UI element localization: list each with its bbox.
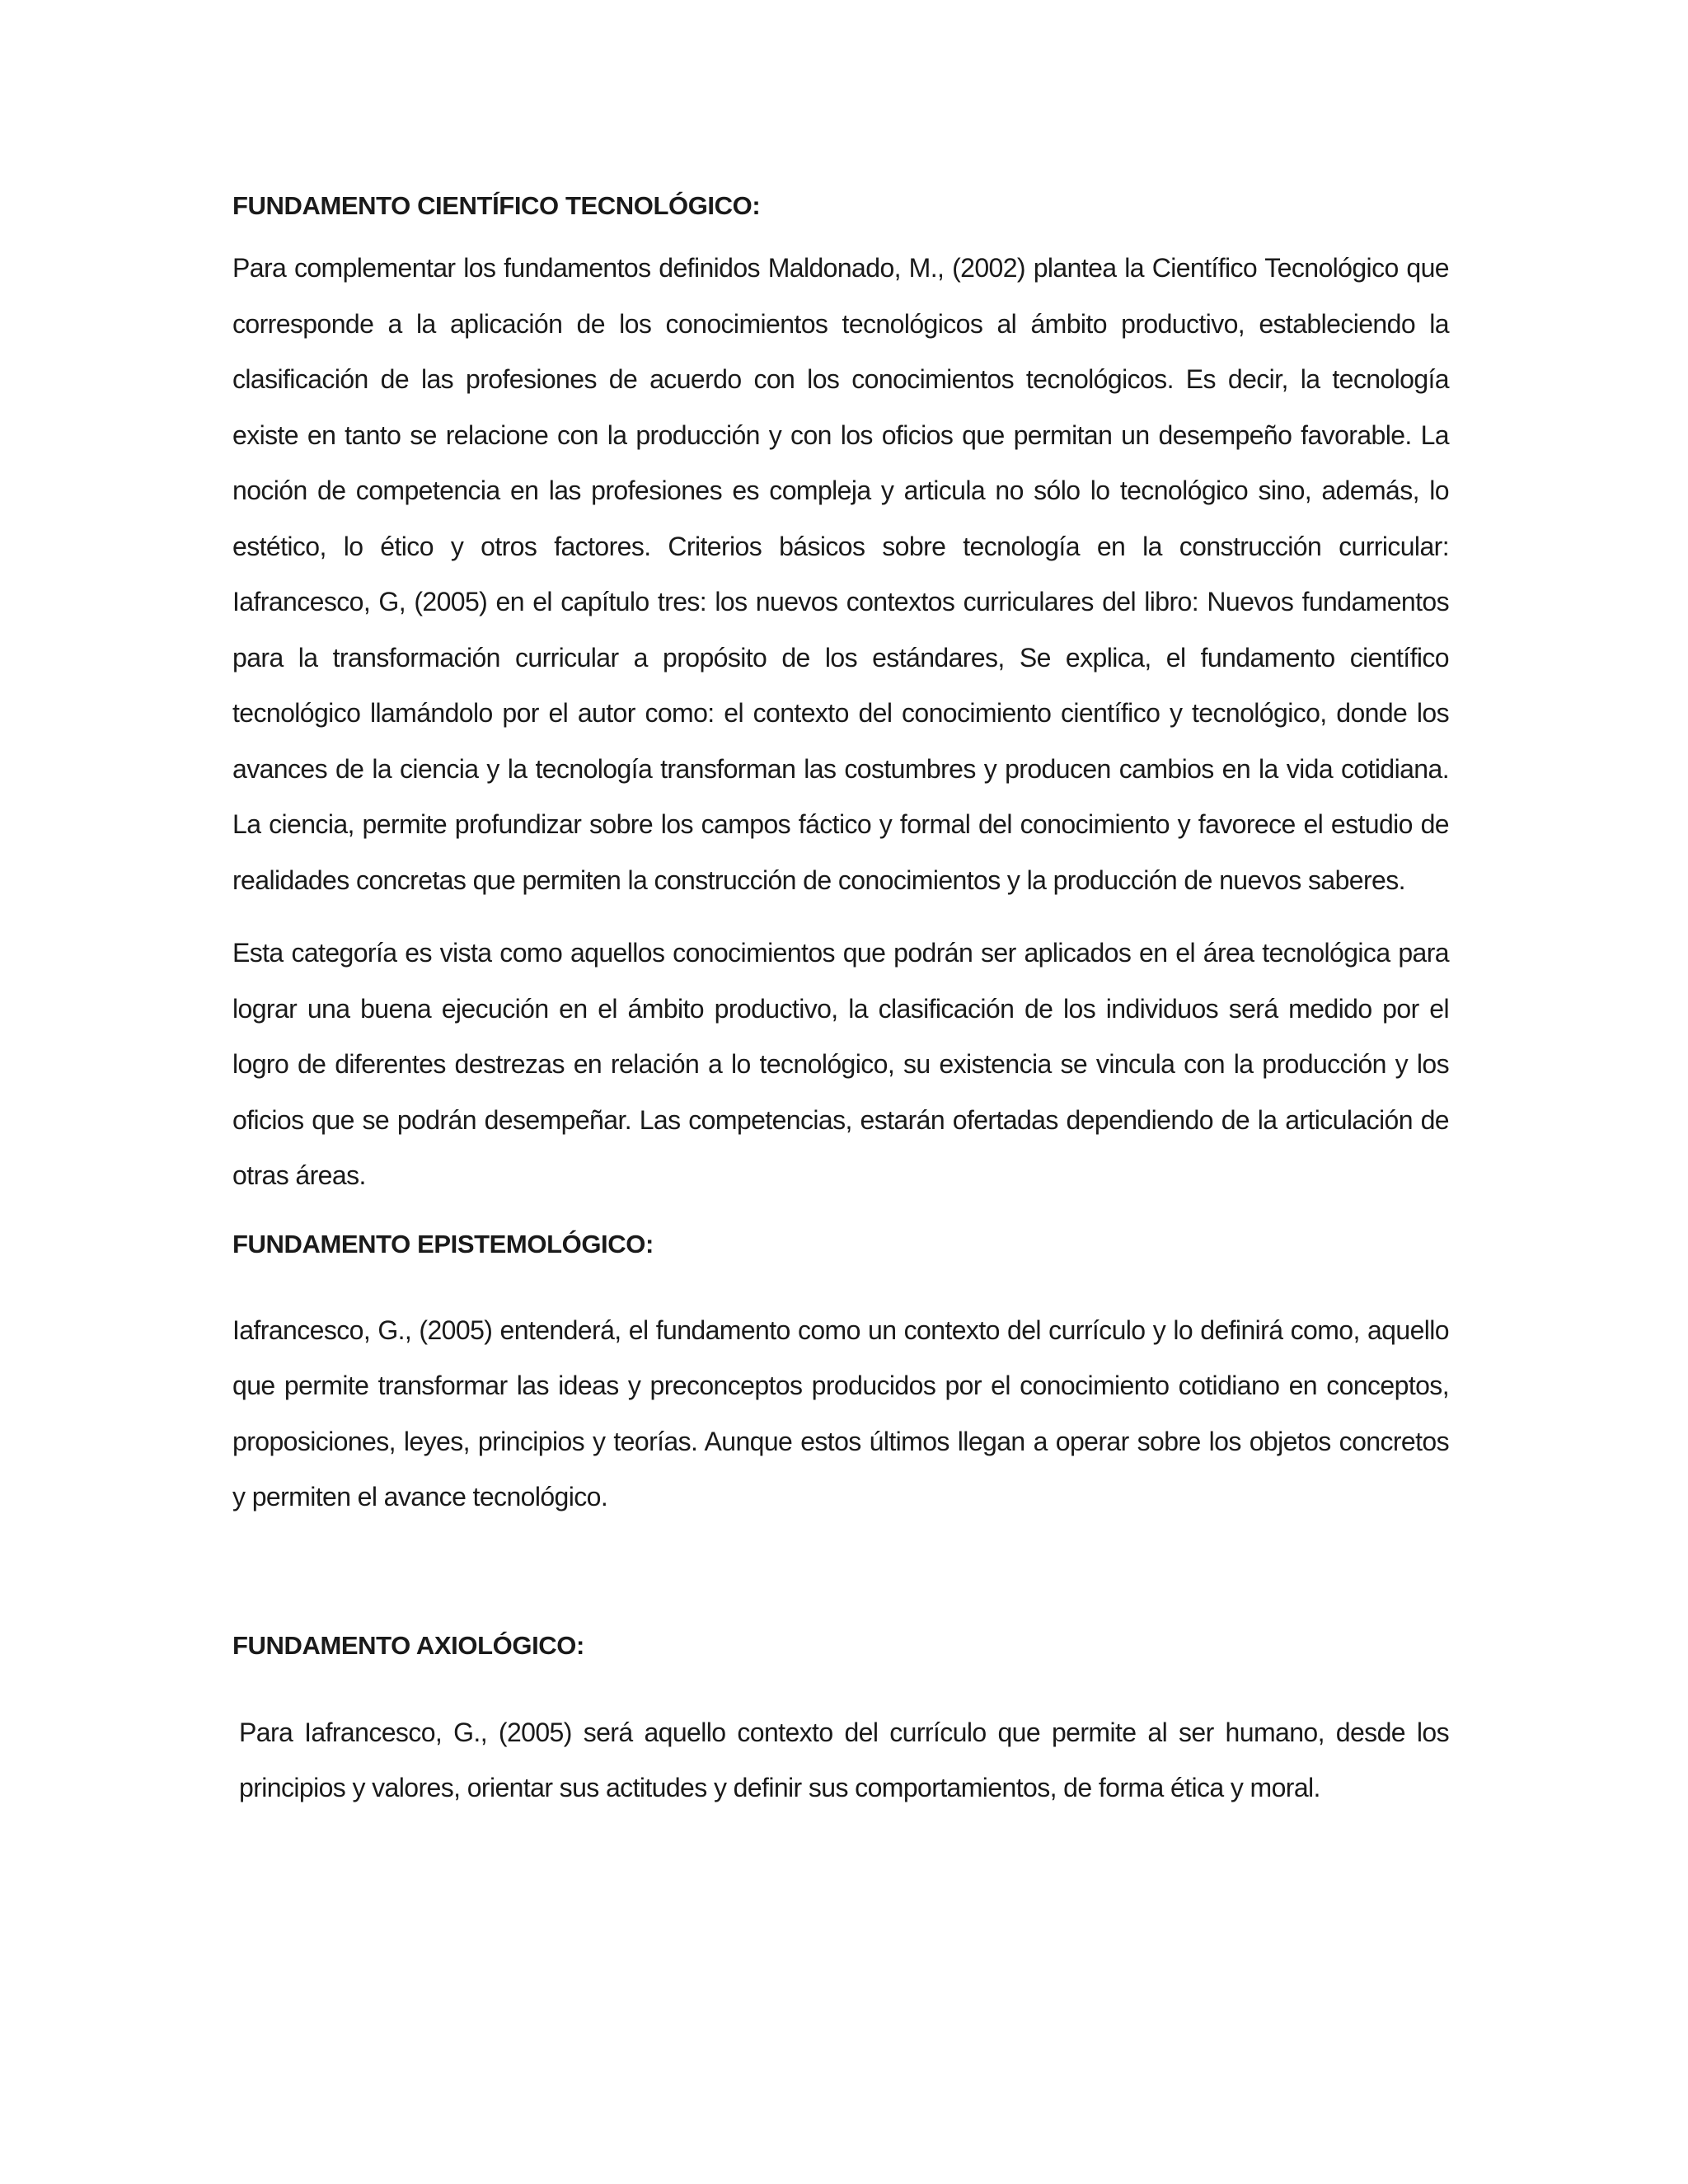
heading-cientifico-tecnologico: FUNDAMENTO CIENTÍFICO TECNOLÓGICO: [232, 191, 761, 220]
paragraph-epistemologico: Iafrancesco, G., (2005) entenderá, el fundamento como un contexto del currículo y lo definirá como, aquello que permite transformar las ideas y preconceptos producidos por el conocimiento cotidiano en conceptos, proposiciones, leyes, principios y teorías. Aunque estos últimos llegan a operar sobre los objetos concretos y permiten el avance tecnológico. [232, 1315, 1449, 1511]
paragraph-axiologico: Para Iafrancesco, G., (2005) será aquello contexto del currículo que permite al ser humano, desde los principios y valores, orientar sus actitudes y definir sus comportamientos, de forma ética y moral. [239, 1717, 1449, 1802]
paragraph-cientifico-tecnologico-2: Esta categoría es vista como aquellos conocimientos que podrán ser aplicados en el área tecnológica para lograr una buena ejecución en el ámbito productivo, la clasificación de los individuos será medido por el logro de diferentes destrezas en relación a lo tecnológico, su existencia se vincula con la producción y los oficios que se podrán desempeñar. Las competencias, estarán ofertadas dependiendo de la articulación de otras áreas. [232, 938, 1449, 1190]
document-body [232, 188, 1449, 1816]
heading-epistemologico: FUNDAMENTO EPISTEMOLÓGICO: [232, 1229, 654, 1258]
paragraph-cientifico-tecnologico-1: Para complementar los fundamentos definidos Maldonado, M., (2002) plantea la Científico Tecnológico que corresponde a la aplicación de los conocimientos tecnológicos al ámbito productivo, estableciendo la clasificación de las profesiones de acuerdo con los conocimientos tecnológicos. Es decir, la tecnología existe en tanto se relacione con la producción y con los oficios que permitan un desempeño favorable. La noción de competencia en las profesiones es compleja y articula no sólo lo tecnológico sino, además, lo estético, lo ético y otros factores. Criterios básicos sobre tecnología en la construcción curricular: Iafrancesco, G, (2005) en el capítulo tres: los nuevos contextos curriculares del libro: Nuevos fundamentos para la transformación curricular a propósito de los estándares, Se explica, el fundamento científico tecnológico llamándolo por el autor como: el contexto del conocimiento científico y tecnológico, donde los avances de la ciencia y la tecnología transforman las costumbres y producen cambios en la vida cotidiana. La ciencia, permite profundizar sobre los campos fáctico y formal del conocimiento y favorece el estudio de realidades concretas que permiten la construcción de conocimientos y la producción de nuevos saberes. [232, 253, 1449, 895]
heading-axiologico: FUNDAMENTO AXIOLÓGICO: [232, 1630, 584, 1660]
